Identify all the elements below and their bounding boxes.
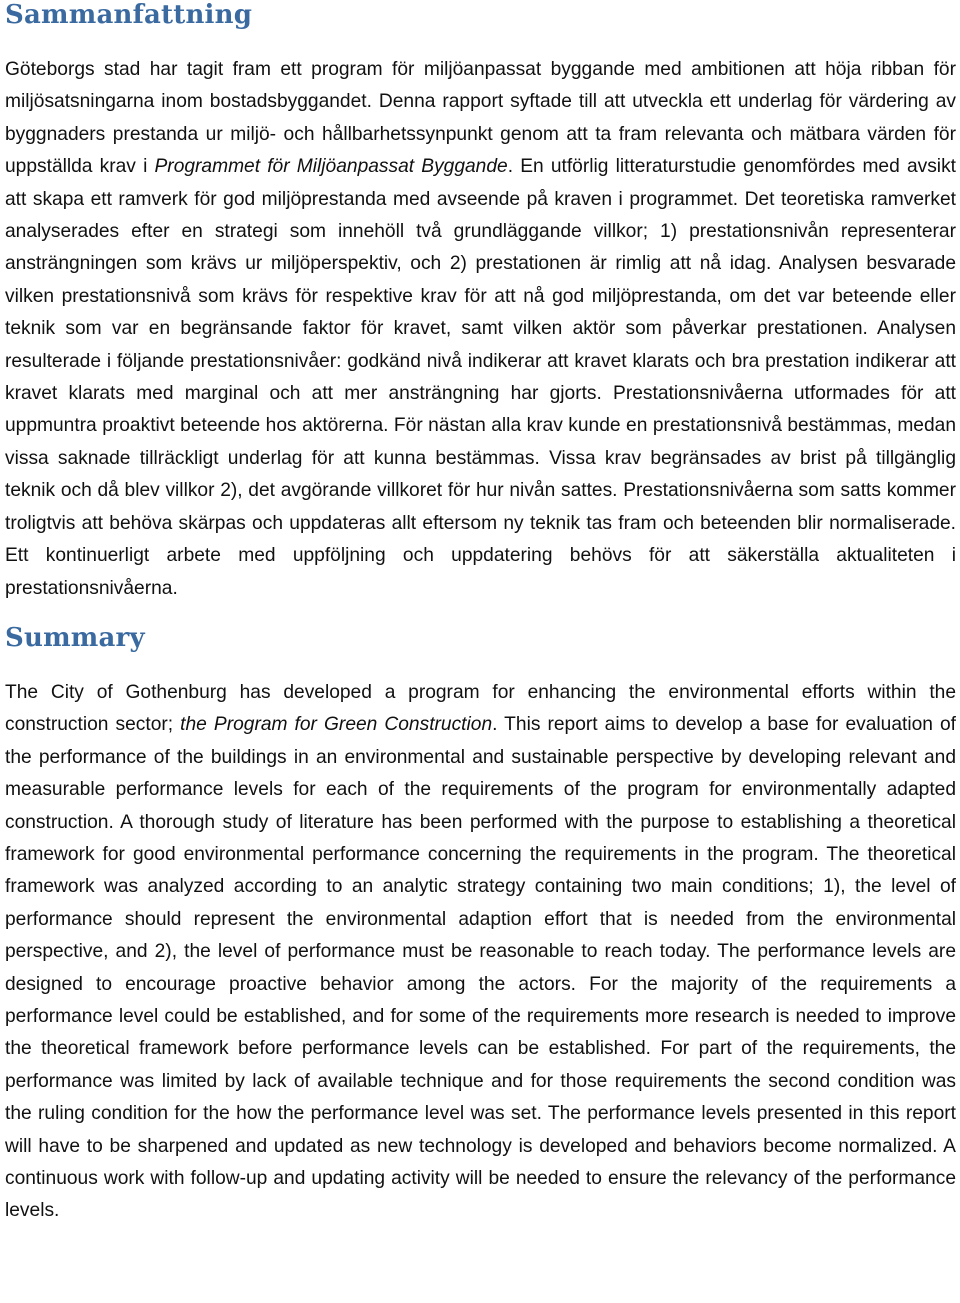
english-paragraph	[5, 677, 956, 1228]
swedish-paragraph	[5, 54, 956, 605]
document-page	[5, 0, 956, 1228]
english-paragraph-part-1: The City of Gothenburg has developed a program for enhancing the environmental efforts within the construction sector;	[5, 681, 956, 736]
swedish-heading: Sammanfattning	[5, 0, 253, 30]
swedish-program-title: Programmet för Miljöanpassat Byggande	[154, 156, 508, 178]
swedish-paragraph-part-1: Göteborgs stad har tagit fram ett program för miljöanpassat byggande med ambitionen att höja ribban för miljösatsningarna inom bostadsbyggandet. Denna rapport syftade till att utveckla ett underlag för värdering av byggnaders prestanda ur miljö- och hållbarhetssynpunkt genom att ta fram relevanta och mätbara värden för uppställda krav i	[5, 59, 956, 178]
english-program-title: the Program for Green Construction	[180, 714, 493, 736]
english-summary-section	[5, 623, 956, 1228]
english-paragraph-part-2: . This report aims to develop a base for evaluation of the performance of the buildings in an environmental and sustainable perspective by developing relevant and measurable performance levels for each of the requirements of the program for environmentally adapted construction. A thorough study of literature has been performed with the purpose to establishing a theoretical framework for good environmental performance concerning the requirements in the program. The theoretical framework was analyzed according to an analytic strategy containing two main conditions; 1), the level of performance should represent the environmental adaption effort that is needed from the environmental perspective, and 2), the level of performance must be reasonable to reach today. The performance levels are designed to encourage proactive behavior among the actors. For the majority of the requirements a performance level could be established, and for some of the requirements more research is needed to improve the theoretical framework before performance levels can be established. For part of the requirements, the performance was limited by lack of available technique and for those requirements the second condition was the ruling condition for the how the performance level was set. The performance levels presented in this report will have to be sharpened and updated as new technology is developed and behaviors become normalized. A continuous work with follow-up and updating activity will be needed to ensure the relevancy of the performance levels.	[5, 714, 956, 1222]
swedish-paragraph-part-2: . En utförlig litteraturstudie genomfördes med avsikt att skapa ett ramverk för god miljöprestanda med avseende på kraven i programmet. Det teoretiska ramverket analyserades efter en strategi som innehöll två grundläggande villkor; 1) prestationsnivån representerar ansträngningen som krävs ur miljöperspektiv, och 2) prestationen är rimlig att nå idag. Analysen besvarade vilken prestationsnivå som krävs för respektive krav för att nå god miljöprestanda, om det var beteende eller teknik som var en begränsande faktor för kravet, samt vilken aktör som påverkar prestationen. Analysen resulterade i följande prestationsnivåer: godkänd nivå indikerar att kravet klarats och bra prestation indikerar att kravet klarats med marginal och att mer ansträngning har gjorts. Prestationsnivåerna utformades för att uppmuntra proaktivt beteende hos aktörerna. För nästan alla krav kunde en prestationsnivå bestämmas, medan vissa saknade tillräckligt underlag för att kunna bestämmas. Vissa krav begränsades av brist på tillgänglig teknik och då blev villkor 2), det avgörande villkoret för hur nivån sattes. Prestationsnivåerna som satts kommer troligtvis att behöva skärpas och uppdateras allt eftersom ny teknik tas fram och beteenden blir normaliserade. Ett kontinuerligt arbete med uppföljning och uppdatering behövs för att säkerställa aktualiteten i prestationsnivåerna.	[5, 156, 956, 599]
english-heading: Summary	[5, 622, 145, 653]
swedish-summary-section	[5, 0, 956, 605]
